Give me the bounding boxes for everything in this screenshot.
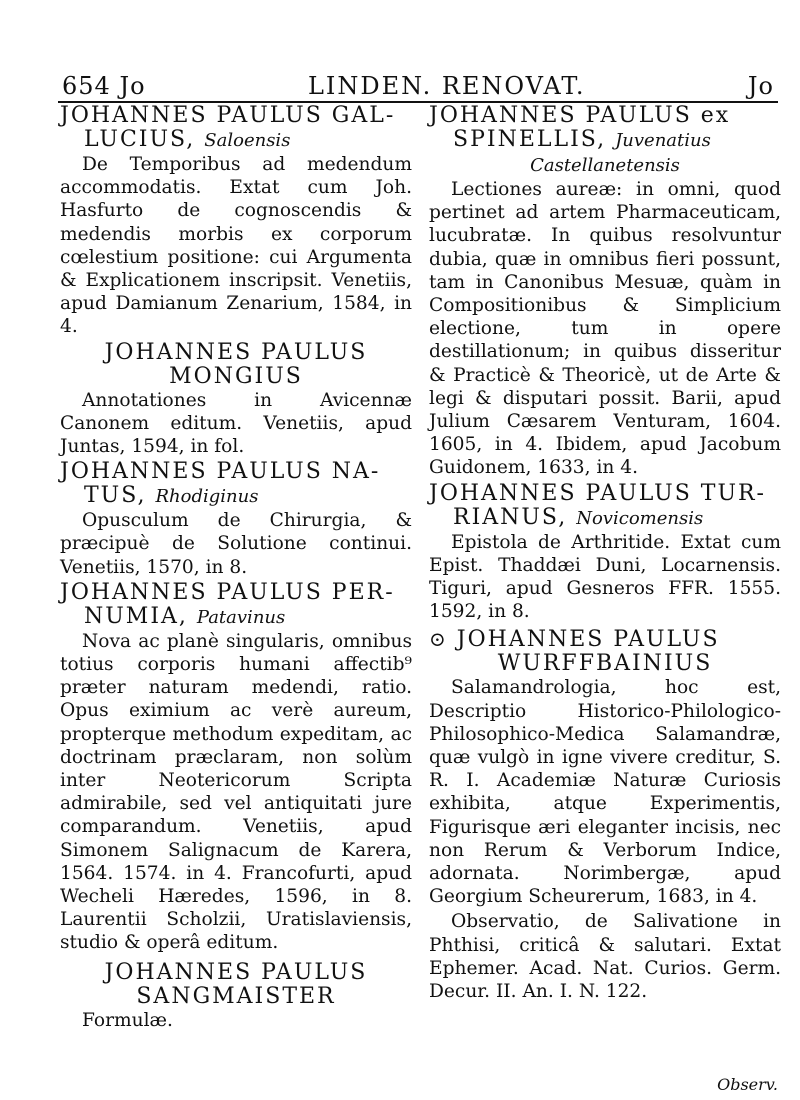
circle-dot-mark: ⊙: [429, 627, 448, 652]
entry-text: Opusculum de Chirurgia, & præcipuè de Solutione continui. Venetiis, 1570, in 8.: [60, 510, 412, 578]
entry-heading: JOHANNES PAULUS NA- TUS, Rhodiginus: [60, 459, 381, 509]
entry-heading: JOHANNES PAULUS ex SPINELLIS, Juvenatius Castellanetensis: [429, 103, 731, 176]
entry-heading: JOHANNES PAULUS SANGMAISTER: [104, 959, 368, 1009]
entry-text: Nova ac planè singularis, omnibus totius corporis humani affectib⁹ præter naturam medendi, ratio. Opus eximium ac verè aureum, propterque methodum expeditam, ac doctrinam præclaram, non solùm inter Neotericorum Scripta admirabile, sed vel antiquitati jure comparandum. Venetiis, apud Simonem Salignacum de Karera, 1564. 1574. in 4. Francofurti, apud Wecheli Hæredes, 1596, in 8. Laurentii Scholzii, Uratislaviensis, studio & operâ editum.: [60, 630, 412, 954]
entry-heading: JOHANNES PAULUS GAL- LUCIUS, Saloensis: [60, 103, 396, 152]
entry-spinellis: [429, 104, 781, 480]
page-number-guide: [62, 72, 146, 100]
entry-place: Novicomensis: [576, 507, 704, 529]
entry-place: Rhodiginus: [155, 486, 259, 508]
running-title: LINDEN. RENOVAT.: [307, 72, 586, 100]
entry-mongius: [60, 341, 412, 459]
entry-place: Patavinus: [196, 606, 286, 628]
entry-text: Epistola de Arthritide. Extat cum Epist. Thaddæi Duni, Locarnensis. Tiguri, apud Gesneros FFR. 1555. 1592, in 8.: [429, 531, 781, 623]
catchword: Observ.: [717, 1075, 778, 1094]
entry-place-2: Castellanetensis: [530, 155, 680, 176]
entry-text: Salamandrologia, hoc est, Descriptio Historico-Philologico-Philosophico-Medica Salamandræ, quæ vulgò in igne vivere creditur, S. R. I. Academiæ Naturæ Curiosis exhibita, atque Experimentis, Figurisque æri eleganter incisis, nec non Rerum & Verborum Indice, adornata. Norimbergæ, apud Georgium Scheurerum, 1683, in 4.: [429, 677, 781, 908]
entry-gallucius: [60, 104, 412, 339]
entry-text: Lectiones aureæ: in omni, quod pertinet ad artem Pharmaceuticam, lucubratæ. In quibus resolvuntur dubia, quæ in omnibus fieri possunt, tam in Canonibus Mesuæ, quàm in Compositionibus & Simplicium electione, tum in opere destillationum; in quibus disseritur & Practicè & Theoricè, ut de Arte & legi & disputari possit. Barii, apud Julium Cæsarem Venturam, 1604. 1605, in 4. Ibidem, apud Jacobum Guidonem, 1633, in 4.: [429, 179, 781, 479]
right-column: [429, 104, 781, 1005]
entry-place: Juvenatius: [615, 130, 711, 151]
entry-text: Annotationes in Avicennæ Canonem editum. Venetiis, apud Juntas, 1594, in fol.: [60, 389, 412, 458]
entry-sangmaister: [60, 961, 412, 1032]
running-header: [62, 66, 774, 100]
entry-turrianus: [429, 482, 781, 624]
entry-pernumia: [60, 581, 412, 955]
left-column: [60, 104, 412, 1034]
entry-text: Formulæ.: [82, 1009, 173, 1031]
entry-heading: ⊙ JOHANNES PAULUS WURFFBAINIUS: [429, 627, 720, 677]
entry-heading: JOHANNES PAULUS PER- NUMIA, Patavinus: [60, 579, 395, 629]
entry-natus: [60, 460, 412, 579]
entry-text: De Temporibus ad medendum accommodatis. Extat cum Joh. Hasfurto de cognoscendis & medendis morbis ex corporum cœlestium positione: cui Argumenta & Explicationem inscripsit. Venetiis, apud Damianum Zenarium, 1584, in 4.: [60, 154, 412, 338]
page-number: 654: [62, 72, 111, 100]
entry-place: Saloensis: [204, 130, 291, 151]
right-guide-word: Jo: [747, 72, 774, 100]
entry-heading: JOHANNES PAULUS MONGIUS: [104, 339, 368, 389]
entry-heading: JOHANNES PAULUS TUR- RIANUS, Novicomensis: [429, 480, 766, 530]
entry-wurffbainius: [429, 627, 781, 1003]
left-guide-word: Jo: [119, 72, 146, 100]
entry-text-2: Observatio, de Salivatione in Phthisi, criticâ & salutari. Extat Ephemer. Acad. Nat. Curios. Germ. Decur. II. An. I. N. 122.: [429, 911, 781, 1003]
